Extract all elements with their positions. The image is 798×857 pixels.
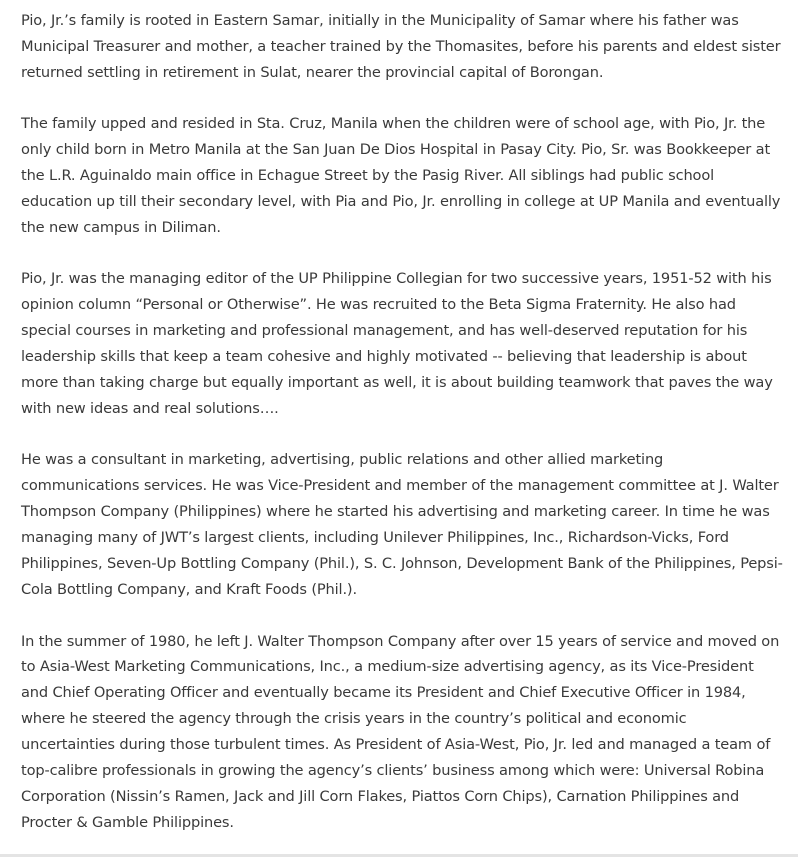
article-body (21, 8, 783, 836)
paragraph-family-origin: Pio, Jr.’s family is rooted in Eastern Samar, initially in the Municipality of Samar where his father was Municipal Treasurer and mother, a teacher trained by the Thomasites, before his parents and eldest sister returned settling in retirement in Sulat, nearer the provincial capital of Borongan. (21, 12, 781, 81)
paragraph-asia-west: In the summer of 1980, he left J. Walter Thompson Company after over 15 years of service and moved on to Asia-West Marketing Communications, Inc., a medium-size advertising agency, as its Vice-President and Chief Operating Officer and eventually became its President and Chief Executive Officer in 1984, where he steered the agency through the crisis years in the country’s political and economic uncertainties during those turbulent times. As President of Asia-West, Pio, Jr. led and managed a team of top-calibre professionals in growing the agency’s clients’ business among which were: Universal Robina Corporation (Nissin’s Ramen, Jack and Jill Corn Flakes, Piattos Corn Chips), Carnation Philippines and Procter & Gamble Philippines. (21, 632, 780, 831)
paragraph-jwt-career: He was a consultant in marketing, advertising, public relations and other allied marketing communications services. He was Vice-President and member of the management committee at J. Walter Thompson Company (Philippines) where he started his advertising and marketing career. In time he was managing many of JWT’s largest clients, including Unilever Philippines, Inc., Richardson-Vicks, Ford Philippines, Seven-Up Bottling Company (Phil.), S. C. Johnson, Development Bank of the Philippines, Pepsi-Cola Bottling Company, and Kraft Foods (Phil.). (21, 451, 783, 598)
paragraph-manila-residence: The family upped and resided in Sta. Cruz, Manila when the children were of school age, with Pio, Jr. the only child born in Metro Manila at the San Juan De Dios Hospital in Pasay City. Pio, Sr. was Bookkeeper at the L.R. Aguinaldo main office in Echague Street by the Pasig River. All siblings had public school education up till their secondary level, with Pia and Pio, Jr. enrolling in college at UP Manila and eventually the new campus in Diliman. (21, 115, 781, 236)
paragraph-collegian-editor: Pio, Jr. was the managing editor of the UP Philippine Collegian for two successive years, 1951-52 with his opinion column “Personal or Otherwise”. He was recruited to the Beta Sigma Fraternity. He also had special courses in marketing and professional management, and has well-deserved reputation for his leadership skills that keep a team cohesive and highly motivated -- believing that leadership is about more than taking charge but equally important as well, it is about building teamwork that paves the way with new ideas and real solutions…. (21, 270, 773, 417)
